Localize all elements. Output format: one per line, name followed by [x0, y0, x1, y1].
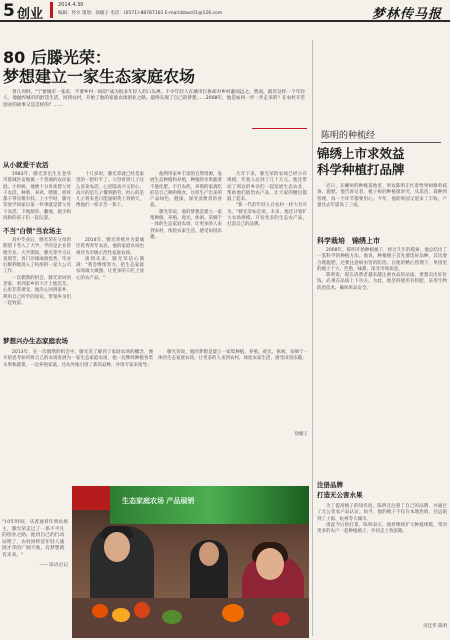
paragraph: 一次偶然的机会，滕光荣回到老家，看到家乡的大片土地荒芜，心里非常难受。他决心回到家乡，利用自己所学的知识，带领乡亲们一起致富。: [3, 275, 71, 306]
section-label: 创业: [17, 7, 44, 22]
page-header: [0, 0, 450, 22]
sidebar-body-1: [317, 248, 447, 292]
sidebar-headline-line-1: 锦绣上市求效益: [317, 146, 405, 161]
quote-text: "10年时间，从普通青年到农场主，滕光荣走过了一条不平凡的创业之路。他用自己的行动证明了，农村同样是年轻人施展才华的广阔天地，有梦想就有未来。": [2, 520, 68, 558]
quote-byline: ——采访后记: [39, 562, 68, 568]
header-accent-bar: [50, 2, 53, 18]
paragraph: 高中毕业后，滕光荣在父母的期望下考入了大学，学的是企业管理专业。大学期间，滕光荣学习认真刻苦，各门功课成绩优秀，毕业后顺利地进入了杭州的一家大公司工作。: [3, 238, 71, 275]
photo-fruit: [134, 602, 150, 618]
section-title-1: 从小就爱干农活: [3, 161, 49, 169]
sidebar-headline: [317, 146, 405, 178]
photo-fruit: [162, 610, 182, 624]
paragraph: 近日，在嵊州的种梳基地里，果农陈明正忙着给果树修剪枝条、施肥。他告诉记者，梳子树的种植很讲究，从选苗、栽种到管理，每一个环节都要用心。今年，他的果园又迎来了丰收，产量比去年提高了三成。: [317, 184, 447, 208]
photo-banner-text: 生态家庭农场 产品展销: [122, 497, 195, 505]
photo-fruit: [222, 604, 244, 622]
paragraph: 几年下来，滕光荣的农场已经小有规模，年收入达到了几十万元。他还带动了周边的乡亲们一起发展生态农业，帮助他们销售农产品，让大家的腰包都鼓了起来。: [227, 172, 307, 203]
section-title-2: 不当"白领"当农场主: [3, 227, 62, 235]
article-column-2: [76, 172, 144, 210]
sidebar-subhead-2b: 打造无公害水果: [317, 491, 363, 499]
photo-face: [104, 532, 130, 562]
paragraph: 谈到未来，滕光荣信心满满："我会继续努力，把生态家庭农场做大做强，让更多的人吃上放心的农产品。": [76, 256, 144, 281]
sidebar-headline-line-2: 科学种植打品牌: [317, 162, 405, 177]
paragraph: 2014年，滕光荣被评为婺城区优秀青年农民，他的家庭农场也被评为市级示范性家庭农场。: [76, 238, 144, 256]
article-byline: 徐璇子: [294, 432, 308, 437]
editor-contact: 编辑：佟尔 策划：徐璇子 电话：(0571)-88787165 E-mail:bbwc01@126.com: [58, 11, 223, 16]
paragraph: 十几岁时，滕光荣就已经是家里的一把好手了。父母看到儿子这么喜欢农活，心里既高兴又担心，高兴的是儿子懂事勤劳，担心的是儿子将来也只能面朝黄土背朝天，像他们一样辛苦一辈子。: [76, 172, 144, 209]
issue-date: 2014.4.30: [58, 2, 84, 8]
paragraph: 谈起今后的打算，陈明表示，他将继续扩大种植规模，带动更多的农户一起种植梳子，共同走上致富路。: [317, 522, 447, 535]
headline-line-1: 80 后滕光荣：: [3, 48, 111, 67]
article-column-1: [3, 172, 71, 222]
paragraph: 为了提高梳子的知名度，陈明还注册了自己的品牌，并通过了无公害农产品认证。如今，他的梳子不仅在本地热销，还远销到了上海、杭州等大城市。: [317, 504, 447, 522]
sidebar-subhead-1: 科学栽培 锦绣上市: [317, 237, 380, 245]
newspaper-masthead: 梦林传马报: [371, 7, 442, 22]
red-rule: [252, 128, 307, 129]
photo-fruit: [92, 604, 108, 618]
paragraph: 2008年，陈明开始种植梳子，经过几年的摸索，他总结出了一套科学的种植方法。他说，种植梳子首先要选好品种，其次要合理施肥，还要注意病虫害的防治。在他的精心管理下，果园里的梳子个大、色艳、味甜，深受市场欢迎。: [317, 248, 447, 272]
sidebar-intro: [317, 184, 447, 209]
sidebar-rule: [321, 142, 441, 143]
paragraph: 2013年，在一次偶然的机会中，滕光荣了解到了家庭农场的概念，便开始思考如何将自己的农场发展为一家生态家庭农场，他一边继续种植各类水果和蔬菜，一边养殖家禽，还从外地引进了新的品种，并请专家来指导。: [3, 350, 153, 368]
photo-fruit: [112, 608, 130, 622]
sidebar-kicker: 陈明的种梳经: [321, 131, 376, 141]
article-lead: 曾几何时，"宁要城市一张床，不要乡村一间房"成为很多年轻人的口头禅。不少年轻人在城市打拼却对乡村避而远之。然而，就有这样一个年轻人，他抛弃城市的舒适生活，回到农村，开始了他的家庭农场创业之路，最终实现了自己的梦想……2008年，他是如何一步一步走来的？在农村辛苦创业的故事又是怎样的？……: [3, 90, 305, 108]
photo-face: [256, 548, 284, 580]
article-column-3: [150, 172, 222, 241]
article-column-4: [227, 172, 307, 229]
photo-fruit: [272, 612, 290, 626]
sidebar-body-2: [317, 504, 447, 535]
sidebar-story: [312, 40, 448, 636]
photo-face: [199, 542, 219, 566]
paragraph: "新一代的年轻人在农村一样大有可为。"滕光荣如是说。未来，他还计划扩大农场规模，开发更多的生态农产品，打造自己的品牌。: [227, 203, 307, 228]
article-photo: [72, 486, 309, 638]
pull-quote: [2, 520, 68, 638]
article-column-5: [3, 350, 153, 369]
article-column-2b: [76, 238, 144, 282]
paragraph: 滕光荣说，他的梦想是建立一家集种植、养殖、观光、休闲、采摘于一体的生态家庭农场，让更多的人来到农村，体验农家生活，感受田园乐趣。: [158, 350, 308, 362]
paragraph: 滕光荣说，他的梦想是建立一家集种植、养殖、观光、休闲、采摘于一体的生态家庭农场，让更多的人来到农村，体验农家生活，感受田园乐趣。: [150, 209, 222, 240]
page-number: 5: [3, 1, 15, 21]
sidebar-subhead-2: 注册品牌: [317, 481, 343, 489]
section-title-3: 梦想兴办生态家庭农场: [3, 337, 68, 345]
paragraph: 1983年，滕光荣出生在金华市婺城区安地镇一个普通的农民家庭。小时候，他便十分喜欢帮父母干农活，种菜、养鸡、喂猪，样样都干得有模有样。上小学时，滕光荣放学回家后第一件事就是帮父母干农活，下地割草、翻地，很少和同龄的孩子们一起玩耍。: [3, 172, 71, 222]
article-headline: [3, 48, 195, 86]
headline-line-2: 梦想建立一家生态家庭农场: [3, 67, 196, 86]
sidebar-byline: 史佳华 陈明: [423, 624, 447, 629]
article-column-6: [158, 350, 308, 363]
article-column-1b: [3, 238, 71, 307]
paragraph: 陈明说，现在消费者越来越注重食品的品质，要想卖出好价钱，必须在品质上下功夫。为此，他坚持使用有机肥，采用生物防治技术，确保果品安全。: [317, 273, 447, 291]
paragraph: 他利用家乡丰富的自然资源，发展生态种植和养殖，种植的水果蔬菜不施化肥、不打农药，养殖的家禽吃的是自己种的粮食，这样生产出来的产品绿色、健康，深受消费者的喜爱。: [150, 172, 222, 209]
